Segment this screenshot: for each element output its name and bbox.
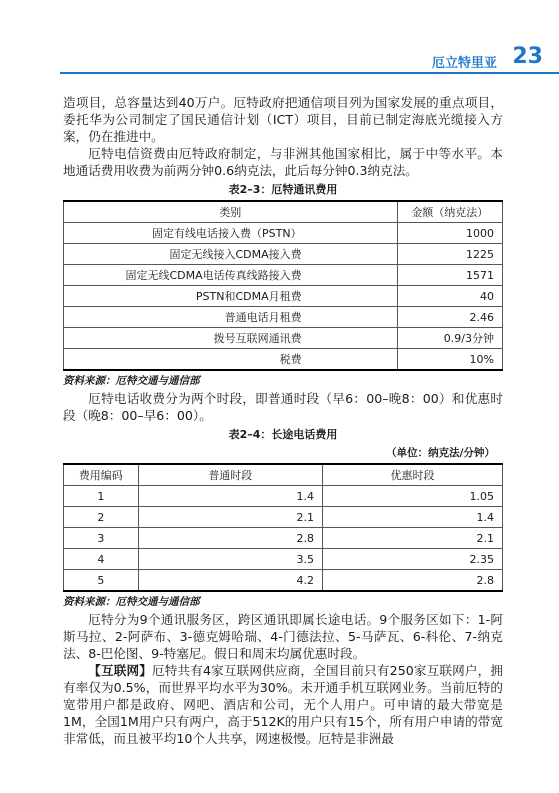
table-row (64, 528, 503, 549)
fee-type: 固定无线接入CDMA接入费 (64, 244, 398, 265)
fee-code: 3 (64, 528, 139, 549)
table-row (64, 570, 503, 592)
page-number: 23 (512, 44, 543, 69)
column-header-code: 费用编码 (64, 464, 139, 486)
table2-source: 资料来源：厄特交通与通信部 (63, 596, 200, 608)
table2-unit: （单位：纳克法/分钟） (386, 447, 495, 459)
fee-amount: 1000 (397, 223, 502, 244)
discount-rate: 2.1 (323, 528, 503, 549)
fee-type: 拨号互联网通讯费 (64, 328, 398, 349)
normal-rate: 1.4 (138, 486, 322, 507)
table-header-row (64, 464, 503, 486)
fee-amount: 2.46 (397, 307, 502, 328)
paragraph-3: 厄特电话收费分为两个时段，即普通时段（早6：00–晚8：00）和优惠时段（晚8：00–早6：00）。 (63, 391, 503, 423)
table-row (64, 286, 503, 307)
table-row (64, 223, 503, 244)
fee-code: 1 (64, 486, 139, 507)
fee-code: 5 (64, 570, 139, 592)
normal-rate: 2.8 (138, 528, 322, 549)
table-row (64, 328, 503, 349)
table-row (64, 244, 503, 265)
header-rule (60, 72, 559, 74)
section-tag-internet: 【互联网】 (88, 663, 152, 678)
paragraph-5-text: 厄特共有4家互联网供应商，全国目前只有250家互联网户，拥有率仅为0.5%，而世界平均水平为30%。未开通手机互联网业务。当前厄特的宽带用户都是政府、网吧、酒店和公司，无个人用户。可申请的最大带宽是1M，全国1M用户只有两户，高于512K的用户只有15个，所有用户申请的带宽非常低，而且被平均10个人共享，网速极慢。厄特是非洲最 (63, 663, 503, 746)
table1-caption: 表2–3：厄特通讯费用 (228, 183, 338, 196)
paragraph-5 (63, 662, 503, 747)
fee-type: 税费 (64, 349, 398, 371)
table-row (64, 349, 503, 371)
fee-code: 4 (64, 549, 139, 570)
paragraph-4: 厄特分为9个通讯服务区，跨区通讯即属长途电话。9个服务区如下：1-阿斯马拉、2-阿萨布、3-德克姆哈瑞、4-门德法拉、5-马萨瓦、6-科伦、7-纳克法、8-巴伦图、9-特塞尼。假日和周末均属优惠时段。 (63, 612, 503, 661)
table1-source: 资料来源：厄特交通与通信部 (63, 375, 200, 387)
normal-rate: 2.1 (138, 507, 322, 528)
page-header (0, 42, 559, 86)
column-header-normal: 普通时段 (138, 464, 322, 486)
fee-amount: 10% (397, 349, 502, 371)
normal-rate: 3.5 (138, 549, 322, 570)
discount-rate: 2.8 (323, 570, 503, 592)
long-distance-fees-table (63, 463, 503, 592)
paragraph-2: 厄特电信资费由厄特政府制定，与非洲其他国家相比，属于中等水平。本地通话费用收费为前两分钟0.6纳克法，此后每分钟0.3纳克法。 (63, 146, 503, 178)
fee-amount: 40 (397, 286, 502, 307)
telecom-fees-table (63, 200, 503, 371)
fee-type: 固定有线电话接入费（PSTN） (64, 223, 398, 244)
paragraph-1: 造项目，总容量达到40万户。厄特政府把通信项目列为国家发展的重点项目，委托华为公司制定了国民通信计划（ICT）项目，目前已制定海底光缆接入方案，仍在推进中。 (63, 95, 503, 144)
table-row (64, 265, 503, 286)
table-header-row (64, 201, 503, 223)
fee-code: 2 (64, 507, 139, 528)
table-row (64, 549, 503, 570)
page-content (63, 94, 503, 747)
fee-type: PSTN和CDMA月租费 (64, 286, 398, 307)
discount-rate: 1.05 (323, 486, 503, 507)
fee-amount: 1571 (397, 265, 502, 286)
table-row (64, 486, 503, 507)
fee-amount: 1225 (397, 244, 502, 265)
column-header-category: 类别 (64, 201, 398, 223)
chapter-title: 厄立特里亚 (431, 56, 497, 71)
table-row (64, 307, 503, 328)
table-row (64, 507, 503, 528)
fee-type: 固定无线CDMA电话传真线路接入费 (64, 265, 398, 286)
discount-rate: 1.4 (323, 507, 503, 528)
fee-amount: 0.9/3分钟 (397, 328, 502, 349)
column-header-amount: 金额（纳克法） (397, 201, 502, 223)
normal-rate: 4.2 (138, 570, 322, 592)
fee-type: 普通电话月租费 (64, 307, 398, 328)
table2-caption: 表2–4：长途电话费用 (228, 428, 338, 441)
column-header-discount: 优惠时段 (323, 464, 503, 486)
discount-rate: 2.35 (323, 549, 503, 570)
